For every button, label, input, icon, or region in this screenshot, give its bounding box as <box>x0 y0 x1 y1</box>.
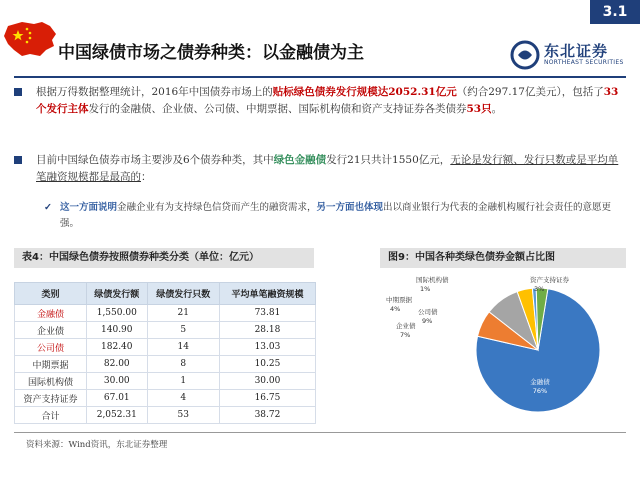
checkmark-icon: ✓ <box>44 202 52 213</box>
sub-lead-1: 这一方面说明 <box>60 202 118 213</box>
p2-text-1: 目前中国绿色债券市场主要涉及6个债券种类，其中 <box>36 154 274 166</box>
company-logo <box>510 38 635 72</box>
logo-text-en: NORTHEAST SECURITIES <box>544 59 624 66</box>
p1-highlight-scale: 贴标绿色债券发行规模达2052.31亿元 <box>272 86 457 98</box>
p1-text-1: 根据万得数据整理统计，2016年中国债券市场上的 <box>36 86 273 98</box>
title-divider <box>14 76 626 78</box>
pie-pct-label-1: 7% <box>400 331 411 339</box>
table-row <box>15 373 316 390</box>
table-header-cell: 平均单笔融资规模 <box>219 283 315 305</box>
table-cell: 14 <box>147 339 219 356</box>
p2-text-2: 发行21只共计1550亿元， <box>326 154 451 166</box>
table-cell: 10.25 <box>219 356 315 373</box>
p1-text-2: （约合297.17亿美元），包括了 <box>456 86 604 98</box>
pie-pct-label-5: 3% <box>534 285 545 293</box>
chart-title: 图9：中国各种类绿色债券金额占比图 <box>380 248 626 268</box>
logo-text-cn: 东北证券 <box>544 42 609 60</box>
table-row-total <box>15 407 316 424</box>
sub-text-1: 金融企业有为支持绿色信贷而产生的融资需求， <box>117 202 317 213</box>
table-header-cell: 类别 <box>15 283 87 305</box>
table-cell: 资产支持证券 <box>15 390 87 407</box>
pie-label-5: 资产支持证券 <box>530 276 569 284</box>
table-cell: 13.03 <box>219 339 315 356</box>
table-title: 表4：中国绿色债券按照债券种类分类（单位：亿元） <box>14 248 314 268</box>
table-cell: 38.72 <box>219 407 315 424</box>
table-row <box>15 339 316 356</box>
pie-pct-label-0: 76% <box>532 387 548 395</box>
pie-label-2: 公司债 <box>418 308 438 316</box>
table-cell: 8 <box>147 356 219 373</box>
table-cell: 67.01 <box>87 390 148 407</box>
pie-label-4: 国际机构债 <box>416 276 449 284</box>
footer-divider <box>14 432 626 433</box>
table-cell: 30.00 <box>87 373 148 390</box>
table-cell: 182.40 <box>87 339 148 356</box>
table-cell: 30.00 <box>219 373 315 390</box>
pie-label-1: 企业债 <box>396 322 416 330</box>
table-row <box>15 390 316 407</box>
table-cell: 53 <box>147 407 219 424</box>
p2-highlight-financial-bond: 绿色金融债 <box>273 154 327 166</box>
table-header-row <box>15 283 316 305</box>
table-cell: 2,052.31 <box>87 407 148 424</box>
table-header-cell: 绿债发行额 <box>87 283 148 305</box>
table-cell: 140.90 <box>87 322 148 339</box>
pie-pct-label-3: 4% <box>390 305 401 313</box>
table-row <box>15 305 316 322</box>
source-note: 资料来源：Wind资讯，东北证券整理 <box>26 440 168 450</box>
table-row <box>15 356 316 373</box>
table-header-cell: 绿债发行只数 <box>147 283 219 305</box>
table-cell: 16.75 <box>219 390 315 407</box>
square-bullet-icon <box>14 156 22 164</box>
pie-pct-label-4: 1% <box>420 285 431 293</box>
table-cell: 金融债 <box>15 305 87 322</box>
table-cell: 73.81 <box>219 305 315 322</box>
table-cell: 1,550.00 <box>87 305 148 322</box>
table-cell: 21 <box>147 305 219 322</box>
table-cell: 合计 <box>15 407 87 424</box>
table-cell: 企业债 <box>15 322 87 339</box>
page-title: 中国绿债市场之债券种类：以金融债为主 <box>58 43 364 63</box>
china-flag-icon <box>0 18 62 60</box>
pie-chart <box>380 272 626 422</box>
table-cell: 国际机构债 <box>15 373 87 390</box>
bond-type-table <box>14 282 316 424</box>
table-cell: 28.18 <box>219 322 315 339</box>
table-cell: 中期票据 <box>15 356 87 373</box>
square-bullet-icon <box>14 88 22 96</box>
p1-highlight-issuers: 33个发行主体 <box>36 86 619 115</box>
sub-lead-2: 另一方面也体现 <box>316 202 384 213</box>
p1-highlight-count: 53只 <box>466 103 492 115</box>
pie-label-3: 中期票据 <box>386 296 412 304</box>
p1-text-4: 。 <box>491 103 503 115</box>
sub-text-2: 出以商业银行为代表的金融机构履行社会责任的意愿更强。 <box>60 202 612 229</box>
table-row <box>15 322 316 339</box>
table-cell: 5 <box>147 322 219 339</box>
pie-label-0: 金融债 <box>530 378 550 386</box>
table-cell: 4 <box>147 390 219 407</box>
table-cell: 公司债 <box>15 339 87 356</box>
paragraph-issuance-summary <box>14 84 626 118</box>
p2-text-3: ： <box>141 171 152 183</box>
table-cell: 1 <box>147 373 219 390</box>
page-number: 3.1 <box>590 0 640 24</box>
p1-text-3: 发行的金融债、企业债、公司债、中期票据、国际机构债和资产支持证券各类债券 <box>88 103 467 115</box>
table-cell: 82.00 <box>87 356 148 373</box>
paragraph-bond-types <box>14 152 626 186</box>
sub-point-explanation <box>44 200 620 232</box>
pie-pct-label-2: 9% <box>422 317 433 325</box>
p2-underlined-conclusion: 无论是发行额、发行只数或是平均单笔融资规模都是最高的 <box>36 154 619 183</box>
logo-mark-icon <box>510 40 540 70</box>
